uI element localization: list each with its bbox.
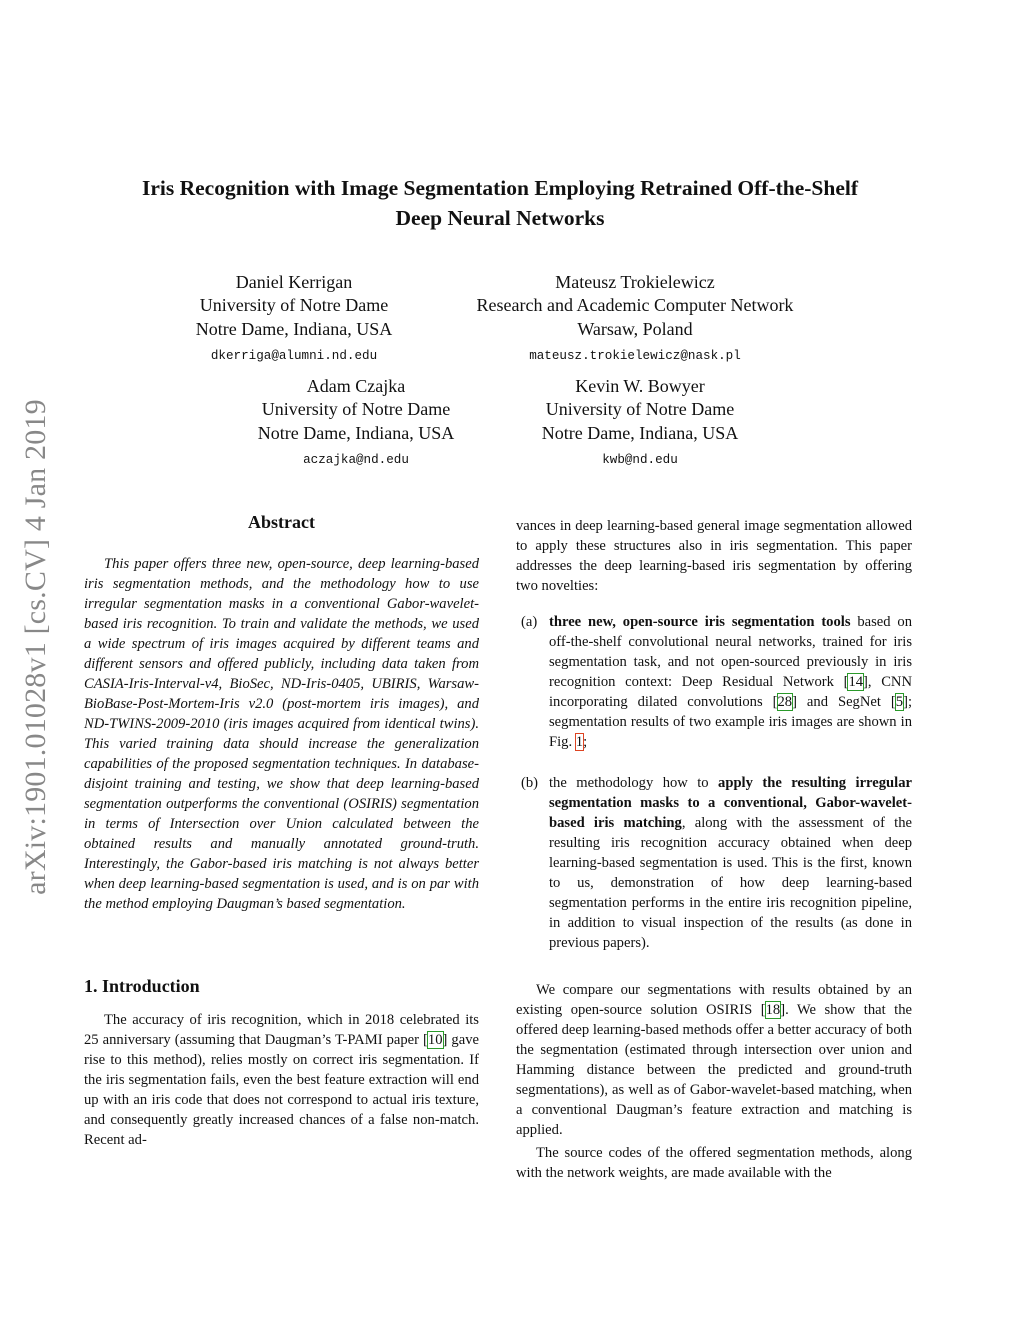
arxiv-identifier: arXiv:1901.01028v1 [cs.CV] 4 Jan 2019 <box>19 399 52 895</box>
author-email[interactable]: mateusz.trokielewicz@nask.pl <box>529 348 741 363</box>
author-block-trokielewicz: Mateusz Trokielewicz Research and Academic Computer Network Warsaw, Poland mateusz.trokielewicz@nask.pl <box>445 271 825 368</box>
right-column <box>516 516 912 1183</box>
author-email[interactable]: kwb@nd.edu <box>602 452 678 467</box>
author-block-bowyer: Kevin W. Bowyer University of Notre Dame Notre Dame, Indiana, USA kwb@nd.edu <box>490 375 790 472</box>
citation-link[interactable]: 28 <box>777 694 793 710</box>
author-email[interactable]: dkerriga@alumni.nd.edu <box>210 348 378 363</box>
citation-link[interactable]: 5 <box>895 694 904 710</box>
author-block-kerrigan: Daniel Kerrigan University of Notre Dame Notre Dame, Indiana, USA dkerriga@alumni.nd.edu <box>144 271 444 368</box>
author-block-czajka: Adam Czajka University of Notre Dame Notre Dame, Indiana, USA aczajka@nd.edu <box>206 375 506 472</box>
list-item-a: (a) three new, open-source iris segmentation tools based on off-the-shelf convolutional neural networks, trained for iris segmentation task, and not open-sourced previously in iris recognition context: Deep Residual Network [14], CNN incorporating dilated convolutions [28] and SegNet [5]; segmentation results of two example iris images are shown in Fig. 1; <box>521 614 912 750</box>
body-paragraph: The source codes of the offered segmentation methods, along with the network weights, are made available with the <box>516 1145 912 1181</box>
list-item-b: (b) the methodology how to apply the resulting irregular segmentation masks to a conventional, Gabor-wavelet-based iris matching, along with the assessment of the resulting iris recognition accuracy obtained when deep learning-based segmentation is used. This is the first, known to us, demonstration of how deep learning-based segmentation performs in the entire iris recognition pipeline, in addition to visual inspection of the results (as done in previous papers). <box>521 775 912 951</box>
abstract-heading: Abstract <box>248 512 315 532</box>
body-paragraph: vances in deep learning-based general image segmentation allowed to apply these structures also in iris segmentation. This paper addresses the deep learning-based iris segmentation by offering two novelties: <box>516 518 912 594</box>
author-email[interactable]: aczajka@nd.edu <box>303 452 409 467</box>
list-label: (b) <box>521 775 539 791</box>
figure-link[interactable]: 1 <box>575 734 584 750</box>
citation-link[interactable]: 10 <box>427 1032 443 1048</box>
left-column <box>84 512 479 1150</box>
citation-link[interactable]: 14 <box>848 674 864 690</box>
citation-link[interactable]: 18 <box>765 1002 781 1018</box>
section-heading-introduction: 1. Introduction <box>84 976 200 996</box>
paper-title: Iris Recognition with Image Segmentation Employing Retrained Off-the-Shelf Deep Neural Networks <box>141 176 859 230</box>
intro-paragraph: The accuracy of iris recognition, which in 2018 celebrated its 25 anniversary (assuming that Daugman’s T-PAMI paper [10] gave rise to this method), relies mostly on correct iris segmentation. If the iris segmentation fails, even the best feature extraction will end up with an iris code that does not correspond to actual iris texture, and consequently greatly increased chances of a false non-match. Recent ad- <box>84 1012 479 1148</box>
abstract-text: This paper offers three new, open-source, deep learning-based iris segmentation methods, and the methodology how to use irregular segmentation masks in a conventional Gabor-wavelet-based iris recognition. To train and validate the methods, we used a wide spectrum of iris images acquired by different teams and different sensors and offered publicly, including data taken from CASIA-Iris-Interval-v4, BioSec, ND-Iris-0405, UBIRIS, Warsaw-BioBase-Post-Mortem-Iris v2.0 (post-mortem iris images), and ND-TWINS-2009-2010 (iris images acquired from identical twins). This varied training data should increase the generalization capabilities of the proposed segmentation techniques. In database-disjoint training and testing, we show that deep learning-based segmentation outperforms the conventional (OSIRIS) segmentation in terms of Intersection over Union calculated between the obtained results and manually annotated ground-truth. Interestingly, the Gabor-based iris matching is not always better when deep learning-based segmentation is used, and is on par with the method employing Daugman’s based segmentation. <box>84 556 479 912</box>
list-label: (a) <box>521 614 538 630</box>
body-paragraph: We compare our segmentations with results obtained by an existing open-source solution OSIRIS [18]. We show that the offered deep learning-based methods offer a better accuracy of both the segmentation (estimated through intersection over union and Hamming distance between the predicted and ground-truth segmentations), as well as of Gabor-wavelet-based matching, when a conventional Daugman’s feature extraction and matching is applied. <box>516 982 912 1138</box>
